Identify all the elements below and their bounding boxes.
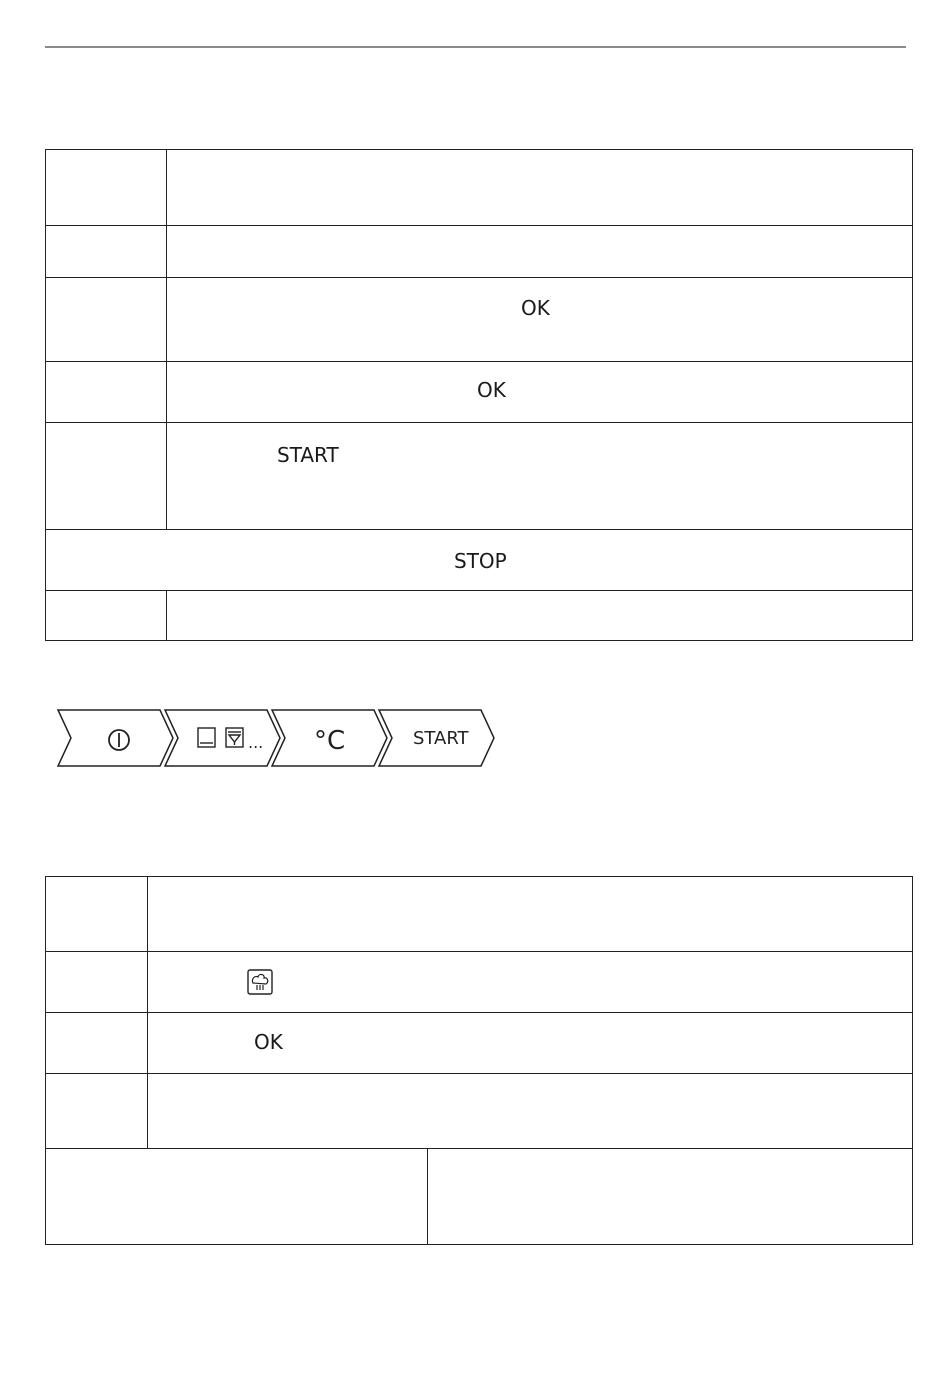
table-row (46, 1148, 912, 1244)
top-rule (45, 46, 906, 48)
ok-button-label: OK (521, 296, 550, 320)
table-row (46, 529, 912, 590)
power-icon (109, 730, 129, 750)
table-row (46, 1012, 912, 1073)
procedure-table-2 (45, 876, 913, 1245)
table-row (46, 277, 912, 361)
temperature-icon: °C (314, 726, 346, 756)
stop-button-label: STOP (454, 549, 507, 573)
table-row (46, 422, 912, 529)
step-arrow-1 (58, 710, 173, 766)
procedure-table-1 (45, 149, 913, 641)
oven-function-icons (198, 728, 243, 747)
table-row (46, 225, 912, 277)
table-row (46, 877, 912, 951)
table-row (46, 951, 912, 1012)
start-label: START (413, 728, 469, 749)
table-row (46, 150, 912, 225)
step-sequence (56, 708, 500, 768)
table-row (46, 590, 912, 640)
ok-button-label: OK (254, 1030, 283, 1054)
table-row (46, 1073, 912, 1148)
table-row (46, 361, 912, 422)
more-functions-ellipsis: ... (248, 733, 264, 752)
start-button-label: START (277, 443, 339, 467)
steam-icon (247, 969, 273, 999)
ok-button-label: OK (477, 378, 506, 402)
